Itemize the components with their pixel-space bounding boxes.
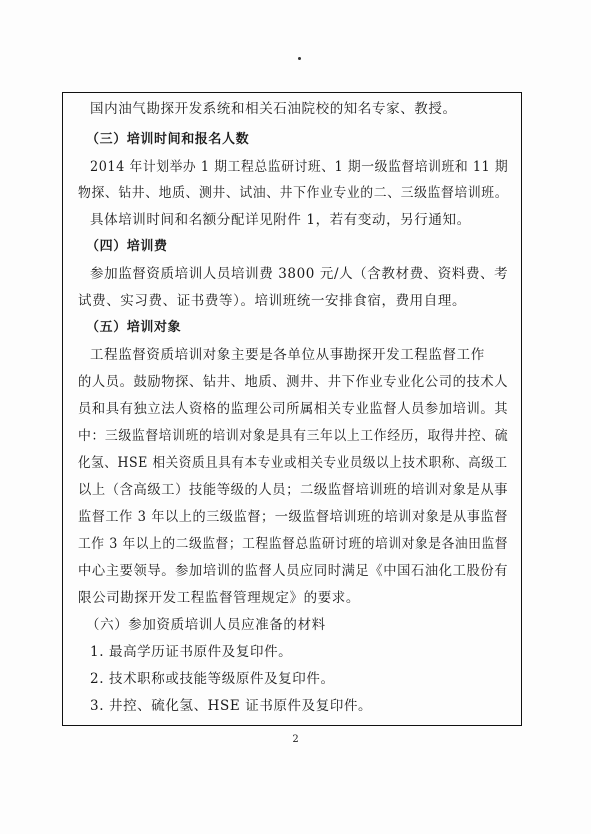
text-line: 化氢、HSE 相关资质且具有本专业或相关专业员级以上技术职称、高级工 (78, 455, 508, 471)
text-line: 工程监督资质培训对象主要是各单位从事勘探开发工程监督工作 (90, 347, 485, 363)
text-line: 员和具有独立法人资格的监理公司所属相关专业监督人员参加培训。其 (78, 401, 509, 417)
text-line: 参加监督资质培训人员培训费 3800 元/人（含教材费、资料费、考 (90, 266, 509, 282)
text-line: 的人员。鼓励物探、钻井、地质、测井、井下作业专业化公司的技术人 (78, 374, 509, 390)
text-line: 中：三级监督培训班的培训对象是具有三年以上工作经历，取得井控、硫 (78, 428, 509, 444)
text-line: 监督工作 3 年以上的三级监督；一级监督培训班的培训对象是从事监督 (78, 509, 508, 525)
section-heading-4: （四）培训费 (86, 239, 168, 254)
text-line: 物探、钻井、地质、测井、试油、井下作业专业的二、三级监督培训班。 (78, 185, 509, 201)
text-line: 限公司勘探开发工程监督管理规定》的要求。 (78, 590, 360, 606)
list-item: 3. 井控、硫化氢、HSE 证书原件及复印件。 (90, 698, 373, 714)
text-line: 国内油气勘探开发系统和相关石油院校的知名专家、教授。 (90, 101, 457, 117)
text-line: 2014 年计划举办 1 期工程总监研讨班、1 期一级监督培训班和 11 期 (90, 159, 509, 175)
section-heading-6: （六）参加资质培训人员应准备的材料 (86, 617, 326, 633)
text-line: 中心主要领导。参加培训的监督人员应同时满足《中国石油化工股份有 (78, 563, 509, 579)
section-heading-3: （三）培训时间和报名人数 (86, 132, 250, 147)
text-line: 以上（含高级工）技能等级的人员；二级监督培训班的培训对象是从事 (78, 482, 509, 498)
text-line: 工作 3 年以上的二级监督；工程监督总监研讨班的培训对象是各油田监督 (78, 536, 509, 552)
scan-speck (298, 57, 301, 60)
text-line: 具体培训时间和名额分配详见附件 1，若有变动，另行通知。 (90, 212, 471, 228)
page-number: 2 (292, 734, 299, 745)
text-line: 试费、实习费、证书费等）。培训班统一安排食宿，费用自理。 (78, 293, 467, 309)
section-heading-5: （五）培训对象 (86, 320, 182, 335)
list-item: 1. 最高学历证书原件及复印件。 (90, 644, 293, 660)
list-item: 2. 技术职称或技能等级原件及复印件。 (90, 671, 335, 687)
